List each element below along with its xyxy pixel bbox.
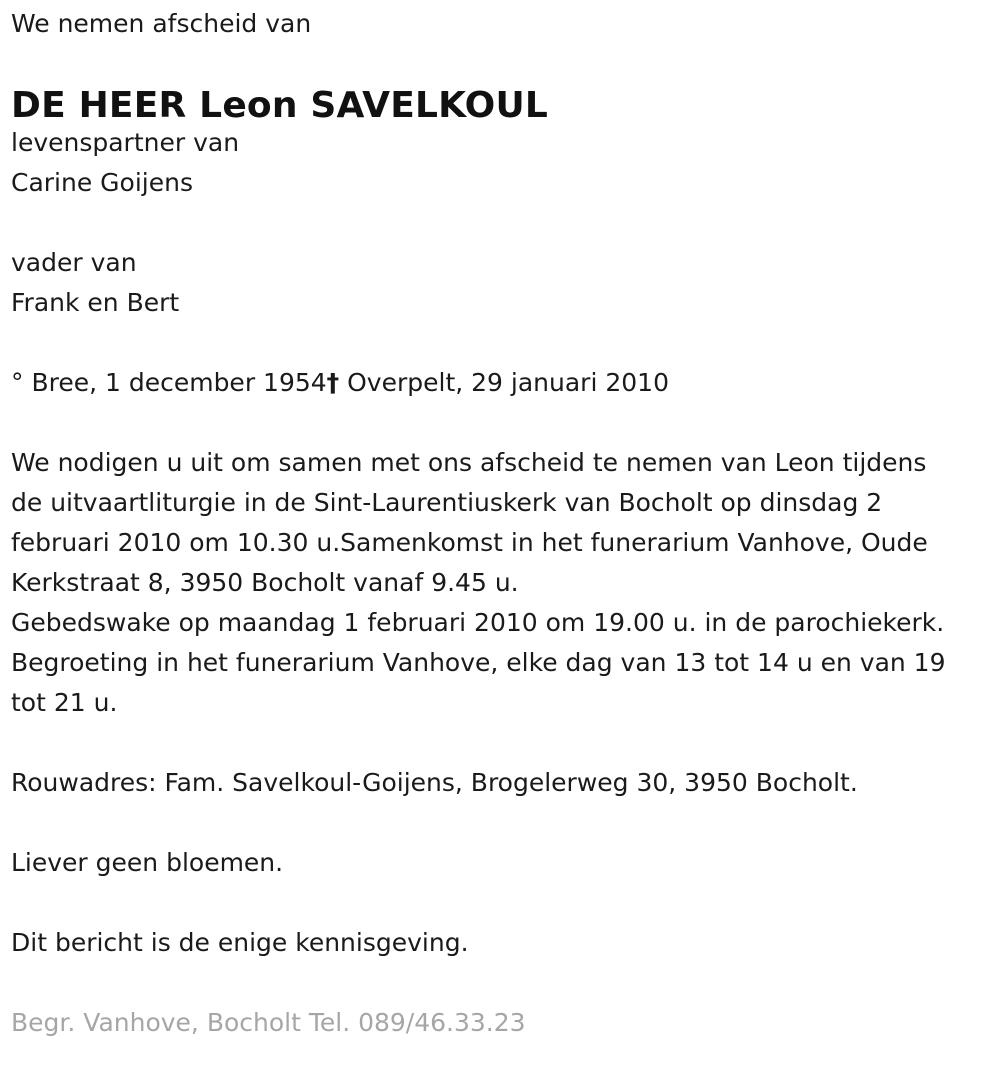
partner-label: levenspartner van bbox=[11, 128, 240, 157]
spacer bbox=[11, 323, 991, 363]
invitation-line: Kerkstraat 8, 3950 Bocholt vanaf 9.45 u. bbox=[11, 568, 519, 597]
dagger-icon: † bbox=[326, 368, 340, 397]
children-label: vader van bbox=[11, 248, 137, 277]
spacer bbox=[11, 203, 991, 243]
partner-name: Carine Goijens bbox=[11, 168, 193, 197]
invitation-line: Gebedswake op maandag 1 februari 2010 om 19.00 u. in de parochiekerk. bbox=[11, 608, 945, 637]
invitation-line: tot 21 u. bbox=[11, 688, 118, 717]
invitation-line: Begroeting in het funerarium Vanhove, elke dag van 13 tot 14 u en van 19 bbox=[11, 648, 946, 677]
spacer bbox=[11, 803, 991, 843]
deceased-name: DE HEER Leon SAVELKOUL bbox=[11, 85, 549, 126]
life-dates bbox=[11, 363, 991, 403]
notice-note: Dit bericht is de enige kennisgeving. bbox=[11, 928, 469, 957]
invitation-line: We nodigen u uit om samen met ons afscheid te nemen van Leon tijdens bbox=[11, 448, 927, 477]
mourning-address: Rouwadres: Fam. Savelkoul-Goijens, Brogelerweg 30, 3950 Bocholt. bbox=[11, 768, 858, 797]
funeral-home-footer: Begr. Vanhove, Bocholt Tel. 089/46.33.23 bbox=[11, 1008, 526, 1037]
intro-text: We nemen afscheid van bbox=[11, 9, 312, 38]
children-names: Frank en Bert bbox=[11, 288, 180, 317]
flowers-note: Liever geen bloemen. bbox=[11, 848, 284, 877]
spacer bbox=[11, 723, 991, 763]
death-date: Overpelt, 29 januari 2010 bbox=[339, 368, 669, 397]
birth-date: ° Bree, 1 december 1954 bbox=[11, 368, 327, 397]
obituary-notice bbox=[11, 4, 991, 1043]
spacer bbox=[11, 403, 991, 443]
invitation-line: februari 2010 om 10.30 u.Samenkomst in het funerarium Vanhove, Oude bbox=[11, 528, 928, 557]
spacer bbox=[11, 883, 991, 923]
invitation-line: de uitvaartliturgie in de Sint-Laurentiuskerk van Bocholt op dinsdag 2 bbox=[11, 488, 883, 517]
spacer bbox=[11, 963, 991, 1003]
